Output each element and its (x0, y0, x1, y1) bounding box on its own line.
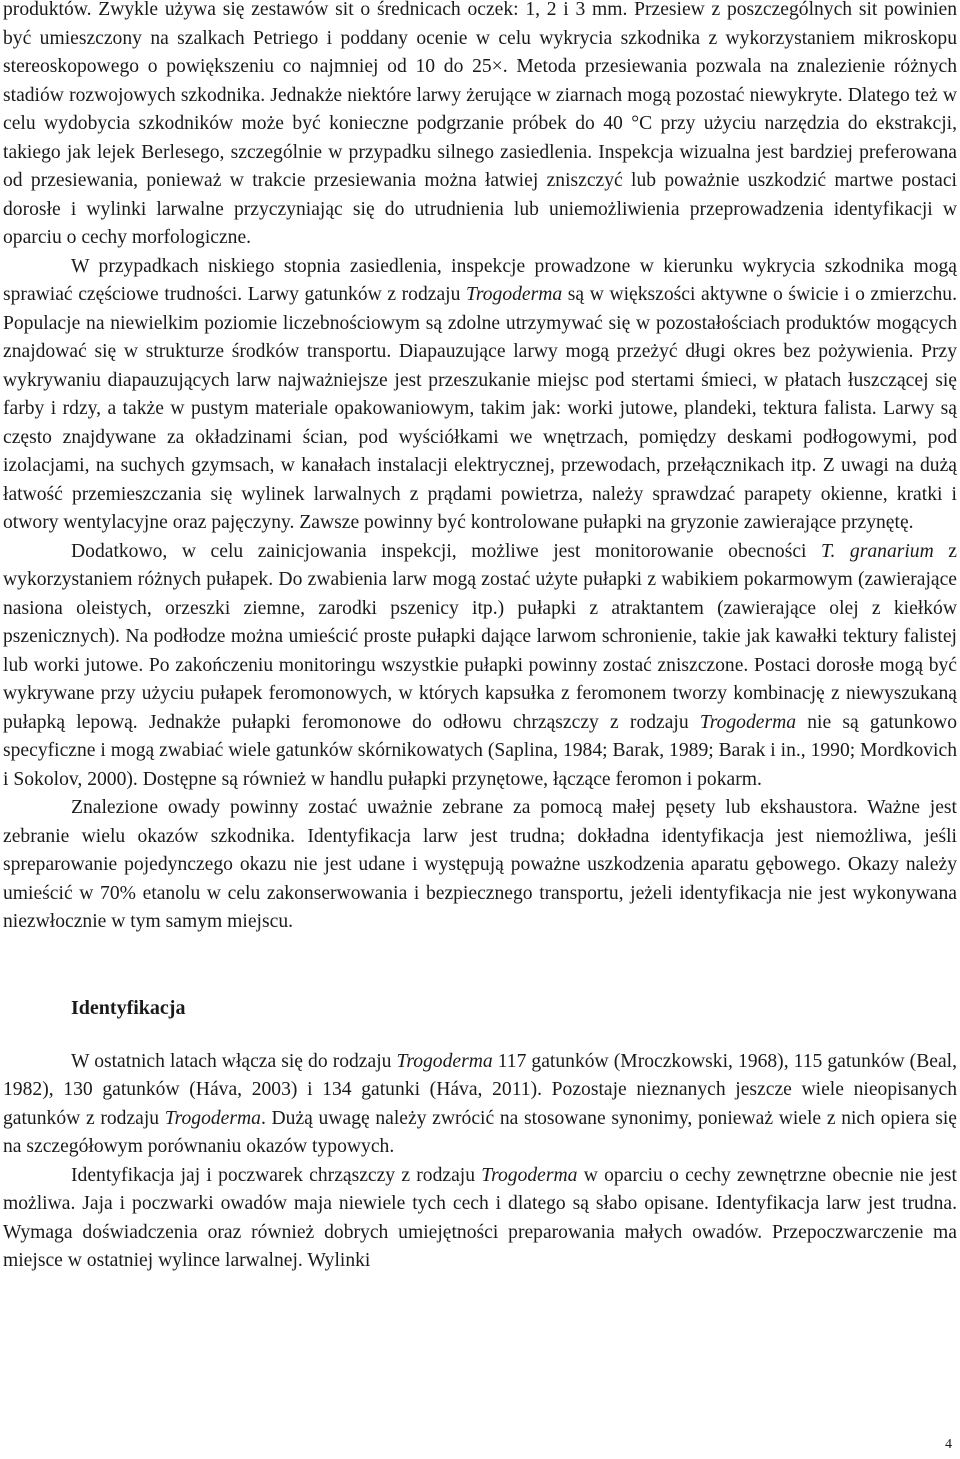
italic-taxon-name: Trogoderma (396, 1050, 493, 1072)
text-run: . Dużą uwagę należy zwrócić na stosowane synonimy, ponieważ wiele z nich opiera się na szczegółowym porównaniu okazów typowych. (3, 1107, 958, 1157)
text-run: nie są gatunkowo specyficzne i mogą zwabiać wiele gatunków skórnikowatych (Saplina, 1984; Barak, 1989; Barak i in., 1990; Mordkovich i Sokolov, 2000). Dostępne są również w handlu pułapki przynętowe, łączące feromon i pokarm. (3, 711, 957, 790)
italic-taxon-name: Trogoderma (481, 1164, 578, 1186)
text-run: Identyfikacja jaj i poczwarek chrząszczy z rodzaju (71, 1164, 482, 1186)
italic-taxon-name: Trogoderma (466, 284, 563, 305)
paragraph (0, 538, 960, 795)
heading-spacer (0, 1022, 960, 1048)
text-run: W ostatnich latach włącza się do rodzaju (71, 1050, 397, 1072)
text-run: Dodatkowo, w celu zainicjowania inspekcji, możliwe jest monitorowanie obecności (71, 540, 822, 562)
text-run: W przypadkach niskiego stopnia zasiedlenia, inspekcje prowadzone w kierunku wykrycia szkodnika mogą sprawiać częściowe trudności. Larwy gatunków z rodzaju (3, 255, 957, 305)
text-run: Znalezione owady powinny zostać uważnie zebrane za pomocą małej pęsety lub ekshaustora. Ważne jest zebranie wielu okazów szkodnika. Identyfikacja larw jest trudna; dokładna identyfikacja jest niemożliwa, jeśli spreparowanie pojedynczego okazu nie jest udane i występują poważne uszkodzenia aparatu gębowego. Okazy należy umieścić w 70% etanolu w celu zakonserwowania i bezpiecznego transportu, jeżeli identyfikacja nie jest wykonywana niezwłocznie w tym samym miejscu. (3, 797, 957, 932)
italic-taxon-name: Trogoderma (164, 1107, 261, 1129)
paragraph (0, 0, 960, 253)
paragraph (0, 794, 960, 937)
page-number: 4 (945, 1437, 952, 1452)
text-run: produktów. Zwykle używa się zestawów sit o średnicach oczek: 1, 2 i 3 mm. Przesiew z poszczególnych sit powinien być umieszczony na szalkach Petriego i poddany ocenie w celu wykrycia szkodnika z wykorzystaniem mikroskopu stereoskopowego o powiększeniu co najmniej od 10 do 25×. Metoda przesiewania pozwala na znalezienie różnych stadiów rozwojowych szkodnika. Jednakże niektóre larwy żerujące w ziarnach mogą pozostać niewykryte. Dlatego też w celu wydobycia szkodników może być konieczne podgrzanie próbek do 40 °C przy użyciu narzędzia do ekstrakcji, takiego jak lejek Berlesego, szczególnie w przypadku silnego zasiedlenia. Inspekcja wizualna jest bardziej preferowana od przesiewania, ponieważ w trakcie przesiewania można łatwiej zniszczyć lub poważnie uszkodzić martwe postaci dorosłe i wylinki larwalne przyczyniając się do utrudnienia lub uniemożliwienia przeprowadzenia identyfikacji w oparciu o cechy morfologiczne. (3, 0, 957, 248)
body-text-identyfikacja (0, 1048, 960, 1276)
paragraph (0, 253, 960, 538)
paragraph (0, 1048, 960, 1162)
text-run: w oparciu o cechy zewnętrzne obecnie nie jest możliwa. Jaja i poczwarki owadów maja niewiele tych cech i dlatego są słabo opisane. Identyfikacja larw jest trudna. Wymaga doświadczenia oraz również dobrych umiejętności preparowania małych owadów. Przepoczwarczenie ma miejsce w ostatniej wylince larwalnej. Wylinki (3, 1164, 957, 1271)
text-run: z wykorzystaniem różnych pułapek. Do zwabienia larw mogą zostać użyte pułapki z wabikiem pokarmowym (zawierające nasiona oleistych, orzeszki ziemne, zarodki pszenicy itp.) pułapki z atraktantem (zawierające olej z kiełków pszenicznych). Na podłodze można umieścić proste pułapki dające larwom schronienie, takie jak kawałki tektury falistej lub worki jutowe. Po zakończeniu monitoringu wszystkie pułapki powinny zostać zniszczone. Postaci dorosłe mogą być wykrywane przy użyciu pułapek feromonowych, w których kapsułka z feromonem tworzy kombinację z niewyszukaną pułapką lepową. Jednakże pułapki feromonowe do odłowu chrząszczy z rodzaju (3, 540, 958, 733)
section-spacer (0, 937, 960, 994)
italic-taxon-name: T. granarium (821, 540, 934, 562)
italic-taxon-name: Trogoderma (699, 711, 797, 733)
text-run: 117 gatunków (Mroczkowski, 1968), 115 gatunków (Beal, 1982), 130 gatunków (Háva, 2003) i 134 gatunki (Háva, 2011). Pozostaje nieznanych jeszcze wiele nieopisanych gatunków z rodzaju (3, 1050, 958, 1129)
section-heading-identyfikacja: Identyfikacja (71, 996, 186, 1019)
paragraph (0, 1162, 960, 1276)
text-run: są w większości aktywne o świcie i o zmierzchu. Populacje na niewielkim poziomie liczebnościowym są zdolne utrzymywać się w pozostałościach produktów mogących znajdować się w strukturze środków transportu. Diapauzujące larwy mogą przeżyć długi okres bez pożywienia. Przy wykrywaniu diapauzujących larw najważniejsze jest przeszukanie miejsc pod stertami śmieci, w płatach łuszczącej się farby i rdzy, a także w pustym materiale opakowaniowym, takim jak: worki jutowe, plandeki, tektura falista. Larwy są często znajdywane za okładzinami ścian, pod wyściółkami we wnętrzach, pomiędzy deskami podłogowymi, pod izolacjami, na suchych gzymsach, w kanałach instalacji elektrycznej, przewodach, przełącznikach itp. Z uwagi na dużą łatwość przemieszczania się wylinek larwalnych z prądami powietrza, należy sprawdzać parapety okienne, kratki i otwory wentylacyjne oraz pajęczyny. Zawsze powinny być kontrolowane pułapki na gryzonie zawierające przynętę. (3, 284, 957, 533)
